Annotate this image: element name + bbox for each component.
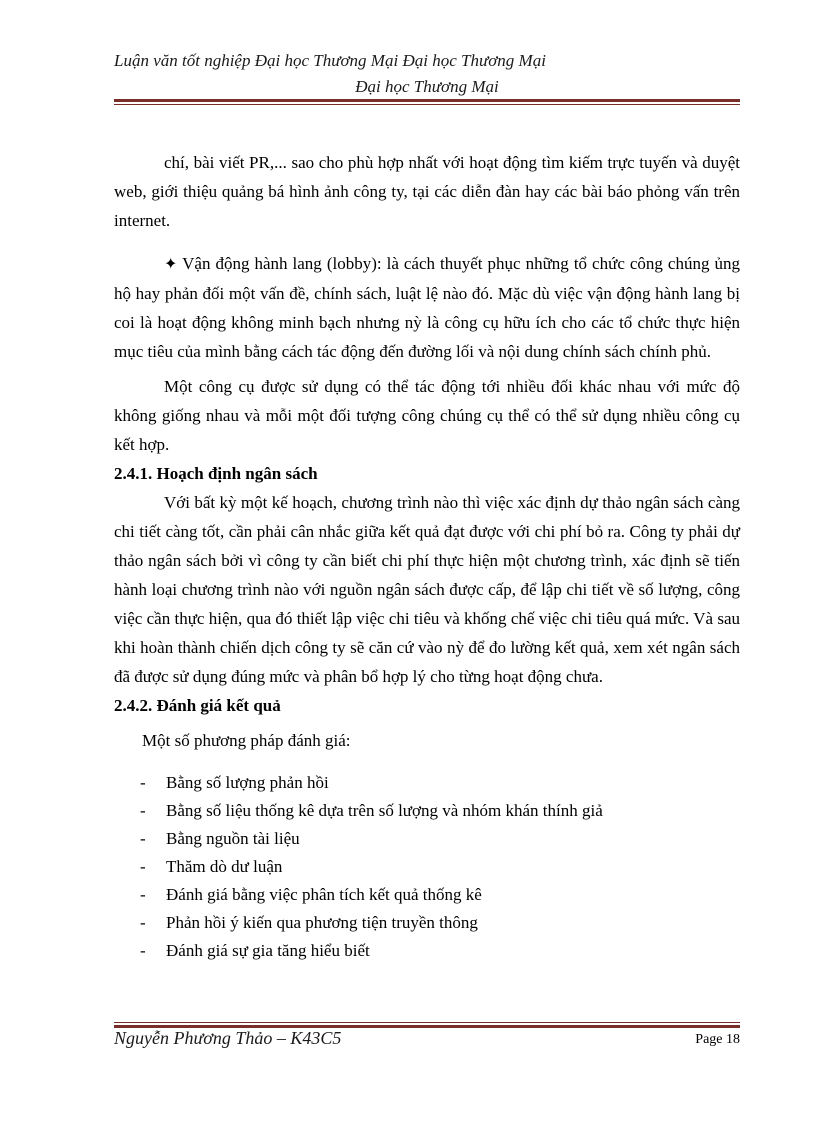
- star-bullet-icon: ✦: [164, 256, 178, 273]
- list-item: [114, 909, 740, 937]
- page-number: Page 18: [695, 1032, 740, 1047]
- paragraph: Một công cụ được sử dụng có thể tác động tới nhiều đối khác nhau với mức độ không giống nhau và mỗi một đối tượng công chúng cụ thể có thể sử dụng nhiều công cụ kết hợp.: [114, 377, 740, 454]
- list-item: [114, 881, 740, 909]
- dash-bullet: -: [140, 941, 146, 960]
- header-rule-thin: [114, 104, 740, 105]
- header-rule-thick: [114, 99, 740, 102]
- dash-bullet: -: [140, 857, 146, 876]
- document-body: [114, 148, 740, 965]
- paragraph-lobby: [114, 249, 740, 366]
- dash-bullet: -: [140, 773, 146, 792]
- list-item: [114, 825, 740, 853]
- methods-list: [114, 769, 740, 965]
- paragraph-lobby-text: Vận động hành lang (lobby): là cách thuyết phục những tổ chức công chúng ủng hộ hay phản đối một vấn đề, chính sách, luật lệ nào đó. Mặc dù việc vận động hành lang bị coi là hoạt động không minh bạch nhưng nỳ là công cụ hữu ích cho các tổ chức thực hiện mục tiêu của mình bằng cách tác động đến đường lối và nội dung chính sách chính phủ.: [114, 254, 740, 361]
- list-item-text: Bằng số lượng phản hồi: [166, 773, 329, 792]
- list-item: [114, 797, 740, 825]
- list-item: [114, 769, 740, 797]
- section-heading-evaluation: 2.4.2. Đánh giá kết quả: [114, 696, 281, 715]
- footer-author: Nguyễn Phương Thảo – K43C5: [114, 1028, 342, 1048]
- header-title-line2: Đại học Thương Mại: [355, 77, 499, 96]
- dash-bullet: -: [140, 913, 146, 932]
- header-title-line1: Luận văn tốt nghiệp Đại học Thương Mại Đại học Thương Mại: [114, 51, 546, 70]
- list-item-text: Bằng số liệu thống kê dựa trên số lượng và nhóm khán thính giả: [166, 801, 603, 820]
- list-item-text: Đánh giá bằng việc phân tích kết quả thống kê: [166, 885, 482, 904]
- dash-bullet: -: [140, 801, 146, 820]
- paragraph: Với bất kỳ một kế hoạch, chương trình nào thì việc xác định dự thảo ngân sách càng chi tiết càng tốt, cần phải cân nhắc giữa kết quả đạt được với chi phí bỏ ra. Công ty phải dự thảo ngân sách bởi vì công ty cần biết chi phí thực hiện một chương trình, xác định sẽ tiến hành loại chương trình nào với nguồn ngân sách được cấp, để lập chi tiết về số lượng, công việc cần thực hiện, qua đó thiết lập việc chi tiêu và khống chế việc chi tiêu quá mức. Và sau khi hoàn thành chiến dịch công ty sẽ căn cứ vào nỳ để đo lường kết quả, xem xét ngân sách đã được sử dụng đúng mức và phân bổ hợp lý cho từng hoạt động chưa.: [114, 493, 740, 686]
- list-item-text: Phản hồi ý kiến qua phương tiện truyền thông: [166, 913, 478, 932]
- dash-bullet: -: [140, 885, 146, 904]
- page-header: [114, 48, 740, 100]
- list-item-text: Đánh giá sự gia tăng hiểu biết: [166, 941, 370, 960]
- list-item-text: Thăm dò dư luận: [166, 857, 283, 876]
- section-heading-budget: 2.4.1. Hoạch định ngân sách: [114, 464, 318, 483]
- list-item-text: Bằng nguồn tài liệu: [166, 829, 300, 848]
- list-item: [114, 937, 740, 965]
- dash-bullet: -: [140, 829, 146, 848]
- list-item: [114, 853, 740, 881]
- page-footer: [114, 1028, 740, 1054]
- paragraph: chí, bài viết PR,... sao cho phù hợp nhất với hoạt động tìm kiếm trực tuyến và duyệt web, giới thiệu quảng bá hình ảnh công ty, tại các diễn đàn hay các bài báo phỏng vấn trên internet.: [114, 153, 740, 230]
- footer-rule-thin: [114, 1022, 740, 1023]
- methods-intro: Một số phương pháp đánh giá:: [142, 731, 351, 750]
